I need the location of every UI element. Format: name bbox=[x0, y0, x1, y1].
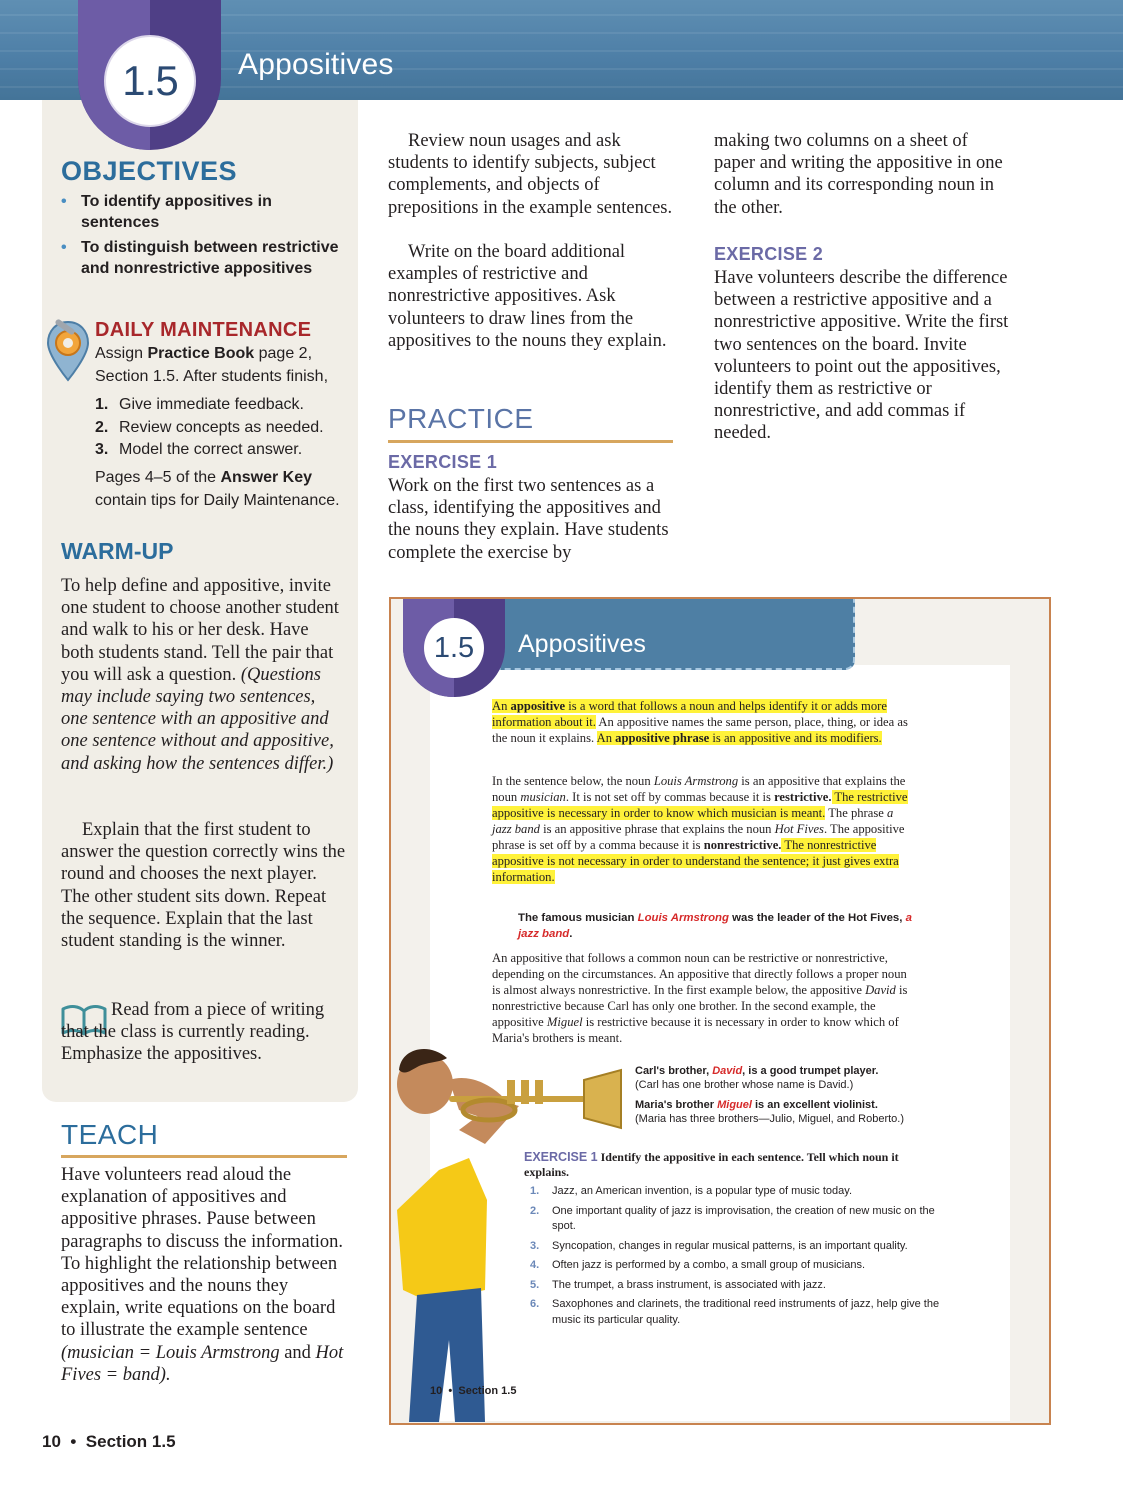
reading-tip: Read from a piece of writing that the class is currently reading. Emphasize the appositives. bbox=[61, 1000, 325, 1065]
page-footer: 10 • Section 1.5 bbox=[42, 1432, 176, 1451]
maintenance-step: 1. Give immediate feedback. bbox=[95, 396, 304, 413]
inset-paragraph-2: In the sentence below, the noun Louis Armstrong is an appositive that explains the noun musician. It is not set off by commas because it is restrictive. The restrictive appositive is necessary in order to know which musician is meant. The phrase a jazz band is an appositive phrase that explains the noun Hot Fives. The appositive phrase is set off by a comma because it is nonrestrictive. The nonrestrictive appositive is not necessary in order to understand the sentence; it just gives extra information. bbox=[492, 774, 908, 884]
warm-up-paragraph-2: Explain that the first student to answer the question correctly wins the round and chooses the next player. The other student sits down. Repeat the sequence. Explain that the last student standing is the winner. bbox=[61, 820, 346, 952]
objective-item: • To distinguish between restrictive and nonrestrictive appositives bbox=[61, 238, 353, 279]
daily-maintenance-heading: DAILY MAINTENANCE bbox=[95, 319, 312, 341]
objectives-list bbox=[61, 192, 353, 284]
teach-paragraph: Have volunteers read aloud the explanation of appositives and appositive phrases. Pause between paragraphs to discuss the information. To highlight the relationship between appositives and the nouns they explain, write equations on the board to illustrate the example sentence (musician = Louis Armstrong and Hot Fives = band). bbox=[61, 1165, 344, 1385]
exercise-item: 1. Jazz, an American invention, is a popular type of music today. bbox=[530, 1185, 853, 1197]
answer-key-note: Pages 4–5 of the Answer Key contain tips for Daily Maintenance. bbox=[95, 469, 340, 509]
maintenance-step: 2. Review concepts as needed. bbox=[95, 418, 324, 436]
section-number: 1.5 bbox=[122, 57, 178, 104]
inset-paragraph-1: An appositive is a word that follows a noun and helps identify it or adds more information about it. An appositive names the same person, place, thing, or idea as the noun it explains. An appositive phrase is an appositive and its modifiers. bbox=[492, 699, 908, 745]
right-paragraph-1: making two columns on a sheet of paper and writing the appositive in one column and its corresponding noun in the other. bbox=[714, 131, 1003, 218]
warm-up-heading: WARM-UP bbox=[61, 538, 174, 564]
exercise-item: 6. Saxophones and clarinets, the traditional reed instruments of jazz, help give the music its particular quality. bbox=[530, 1298, 940, 1326]
teach-rule bbox=[61, 1155, 347, 1158]
teach-heading: TEACH bbox=[61, 1119, 159, 1150]
example-a: Carl's brother, David, is a good trumpet player. (Carl has one brother whose name is David.) bbox=[635, 1065, 879, 1091]
inset-paragraph-3: An appositive that follows a common noun can be restrictive or nonrestrictive, depending on the circumstances. An appositive that directly follows a proper noun is almost always nonrestrictive. In the first example below, the appositive David is nonrestrictive because Carl has only one brother. In the second example, the appositive Miguel is restrictive because it is necessary in order to know which of Maria's brothers is meant. bbox=[492, 951, 908, 1045]
maintenance-step: 3. Model the correct answer. bbox=[95, 441, 303, 458]
practice-heading: PRACTICE bbox=[388, 403, 534, 434]
warm-up-paragraph: To help define and appositive, invite one student to choose another student and walk to his or her desk. Have both students stand. Tell the pair that you will ask a question. (Questions may include saying two sentences, one sentence with an appositive and one sentence without and appositive, and asking how the sentences differ.) bbox=[61, 576, 339, 774]
exercise-item: 5. The trumpet, a brass instrument, is associated with jazz. bbox=[530, 1278, 826, 1291]
exercise-item: 4. Often jazz is performed by a combo, a small group of musicians. bbox=[530, 1259, 866, 1271]
inset-exercise-heading: EXERCISE 1 Identify the appositive in each sentence. Tell which noun it explains. bbox=[524, 1150, 899, 1179]
exercise-1-text: Work on the first two sentences as a class, identifying the appositives and the nouns they explain. Have students complete the exercise by bbox=[388, 476, 669, 563]
exercise-item: 2. One important quality of jazz is improvisation, the creation of new music on the spot. bbox=[530, 1204, 935, 1232]
middle-paragraph-1: Review noun usages and ask students to identify subjects, subject complements, and objects of prepositions in the example sentences. bbox=[388, 131, 673, 218]
inset-footer: 10 • Section 1.5 bbox=[430, 1385, 517, 1397]
exercise-1-heading: EXERCISE 1 bbox=[388, 452, 498, 472]
inset-exercise-list bbox=[530, 1184, 950, 1332]
example-b: Maria's brother Miguel is an excellent violinist. (Maria has three brothers—Julio, Miguel, and Roberto.) bbox=[635, 1099, 905, 1125]
section-number-badge bbox=[104, 35, 196, 127]
exercise-2-text: Have volunteers describe the difference between a restrictive appositive and a nonrestrictive appositive. Write the first two sentences on the board. Invite volunteers to point out the appositives, identify them as restrictive or nonrestrictive, and add commas if needed. bbox=[714, 268, 1009, 444]
objective-item: • To identify appositives in sentences bbox=[61, 192, 353, 233]
gear-wrench-icon bbox=[46, 318, 90, 384]
student-page-badge: 1.5 bbox=[424, 618, 484, 678]
middle-paragraph-2: Write on the board additional examples of restrictive and nonrestrictive appositives. Ask volunteers to draw lines from the appositives to the nouns they explain. bbox=[388, 242, 667, 351]
page-title: Appositives bbox=[238, 48, 394, 81]
example-sentence: The famous musician Louis Armstrong was the leader of the Hot Fives, a jazz band. bbox=[518, 912, 912, 940]
maintenance-steps bbox=[95, 394, 350, 462]
exercise-2-heading: EXERCISE 2 bbox=[714, 244, 824, 264]
objectives-heading: OBJECTIVES bbox=[61, 156, 238, 186]
student-page-title: Appositives bbox=[518, 630, 646, 658]
exercise-item: 3. Syncopation, changes in regular musical patterns, is an important quality. bbox=[530, 1239, 908, 1252]
practice-rule bbox=[388, 440, 673, 443]
daily-maintenance-intro: Assign Practice Book page 2, Section 1.5. After students finish, bbox=[95, 345, 329, 385]
